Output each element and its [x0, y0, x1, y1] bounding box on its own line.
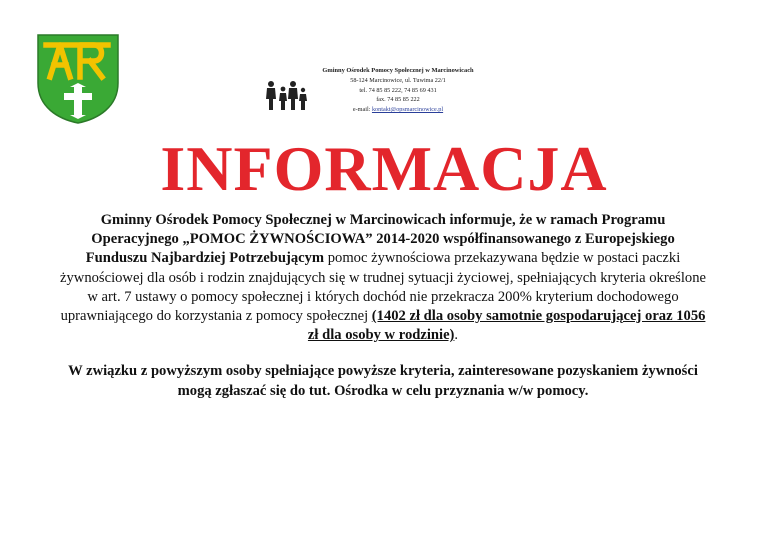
- letterhead: [262, 66, 502, 122]
- email-label: e-mail:: [352, 106, 372, 114]
- announcement-paragraph-1: [60, 211, 706, 345]
- institution-fax: fax. 74 85 85 222: [376, 96, 420, 104]
- email-link[interactable]: kontakt@opsmarcinowice.pl: [371, 106, 444, 114]
- institution-address: 58-124 Marcinowice, ul. Tuwima 22/1: [350, 76, 446, 84]
- institution-email-line: [278, 105, 518, 115]
- announcement-paragraph-2: W związku z powyższym osoby spełniające powyższe kryteria, zainteresowane pozyskaniem żywności mogą zgłaszać się do tut. Ośrodka w celu przyznania w/w pomocy.: [68, 363, 698, 399]
- institution-phone: tel. 74 85 85 222, 74 85 69 431: [359, 86, 437, 94]
- municipal-crest-icon: [36, 33, 120, 125]
- announcement-body: [60, 211, 706, 401]
- paragraph-1-bold-intro: Gminny Ośrodek Pomocy Społecznej w Marcinowicach informuje, że w ramach Programu Operacyjnego „POMOC ŻYWNOŚCIOWA” 2014-2020 współfinansowanego z Europejskiego Funduszu Najbardziej Potrzebującym: [85, 212, 675, 267]
- paragraph-1-text: pomoc żywnościowa przekazywana będzie w postaci paczki żywnościowej dla osób i rodzin znajdujących się w trudnej sytuacji życiowej, spełniających kryteria określone w art. 7 ustawy o pomocy społecznej i których dochód nie przekracza 200% kryterium dochodowego uprawniającego do korzystania z pomocy społecznej: [60, 250, 706, 325]
- institution-name: Gminny Ośrodek Pomocy Społecznej w Marcinowicach: [322, 67, 474, 74]
- income-criteria: (1402 zł dla osoby samotnie gospodarującej oraz 1056 zł dla osoby w rodzinie): [307, 308, 706, 344]
- paragraph-1-end: .: [454, 327, 459, 344]
- page-title: INFORMACJA: [160, 133, 608, 204]
